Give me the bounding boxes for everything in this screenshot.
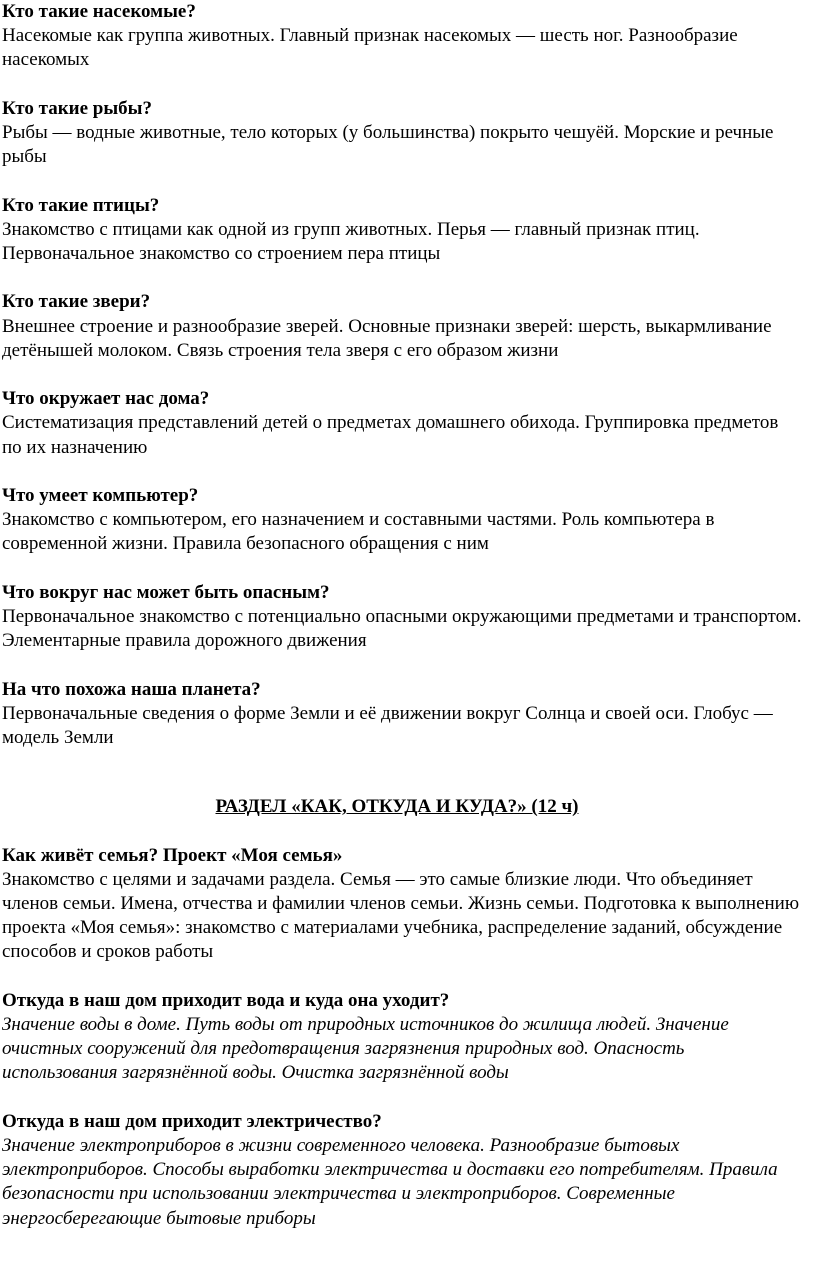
topic-text: Систематизация представлений детей о предметах домашнего обихода. Группировка предметов по их назначению [2,412,779,458]
topic-birds [2,194,802,267]
topic-title: Кто такие звери? [2,291,151,313]
topic-title: Кто такие насекомые? [2,1,196,22]
topic-title: Как живёт семья? Проект «Моя семья» [2,844,343,866]
topic-text: Знакомство с компьютером, его назначением и составными частями. Роль компьютера в современной жизни. Правила безопасного обращения с ним [2,509,715,555]
topic-text: Внешнее строение и разнообразие зверей. Основные признаки зверей: шерсть, выкармливание детёнышей молоком. Связь строения тела зверя с его образом жизни [2,315,772,361]
topic-title: Что вокруг нас может быть опасным? [2,581,330,603]
topic-text: Первоначальные сведения о форме Земли и её движении вокруг Солнца и своей оси. Глобус — модель Земли [2,702,773,748]
topic-text: Знакомство с птицами как одной из групп животных. Перья — главный признак птиц. Первоначальное знакомство со строением пера птицы [2,218,700,264]
topic-text: Рыбы — водные животные, тело которых (у большинства) покрыто чешуёй. Морские и речные рыбы [2,122,774,168]
topic-danger [2,581,802,654]
topic-title: На что похожа наша планета? [2,678,261,700]
topic-insects [2,0,802,73]
topic-text: Значение электроприборов в жизни современного человека. Разнообразие бытовых электроприборов. Способы выработки электричества и доставки его потребителям. Правила безопасности при использовании электричества и электроприборов. Современные энергосберегающие бытовые приборы [2,1134,778,1229]
topic-fish [2,97,802,170]
topic-title: Откуда в наш дом приходит вода и куда она уходит? [2,989,450,1011]
topic-family [2,844,802,965]
topic-text: Первоначальное знакомство с потенциально опасными окружающими предметами и транспортом. Элементарные правила дорожного движения [2,605,802,652]
topic-text: Насекомые как группа животных. Главный признак насекомых — шесть ног. Разнообразие насекомых [2,25,738,71]
topic-title: Что умеет компьютер? [2,484,199,506]
topic-planet [2,678,802,751]
topic-title: Кто такие рыбы? [2,97,153,119]
topic-title: Кто такие птицы? [2,194,160,216]
topic-text: Значение воды в доме. Путь воды от природных источников до жилища людей. Значение очистных сооружений для предотвращения загрязнения природных вод. Опасность использования загрязнённой воды. Очистка загрязнённой воды [2,1013,729,1084]
topic-text: Знакомство с целями и задачами раздела. Семья — это самые близкие люди. Что объединяет членов семьи. Имена, отчества и фамилии членов семьи. Жизнь семьи. Подготовка к выполнению проекта «Моя семья»: знакомство с материалами учебника, распределение заданий, обсуждение способов и сроков работы [2,868,800,963]
topic-title: Что окружает нас дома? [2,388,210,410]
topic-title: Откуда в наш дом приходит электричество? [2,1110,382,1132]
topic-computer [2,484,802,557]
topic-water [2,989,802,1086]
topic-electricity [2,1110,802,1231]
topic-beasts [2,290,802,363]
topic-home [2,387,802,460]
section-title: РАЗДЕЛ «КАК, ОТКУДА И КУДА?» (12 ч) [215,796,579,818]
document-page [2,0,802,1255]
